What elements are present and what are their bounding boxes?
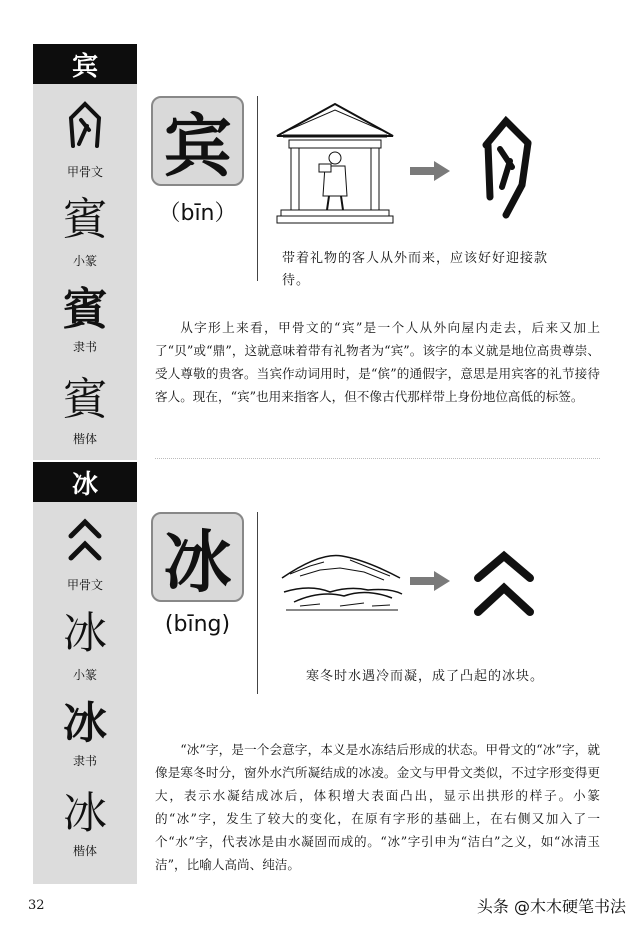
- entry2-clerical-label: 隶书: [72, 754, 97, 768]
- entry2-clerical-glyph: 冰: [63, 698, 107, 749]
- entry2-pinyin: (bīng): [164, 612, 231, 637]
- entry1-regular-label: 楷体: [72, 432, 97, 446]
- entry2-regular-label: 楷体: [72, 844, 97, 858]
- oracle-bin-large-icon: [478, 115, 534, 220]
- oracle-bin-glyph-icon: [63, 100, 107, 152]
- entry1-oracle-label: 甲骨文: [66, 165, 103, 179]
- entry2-character-box: 冰: [151, 512, 244, 602]
- entry1-header: 宾: [33, 44, 137, 84]
- ice-mound-illustration-icon: [280, 548, 405, 616]
- entry2-paragraph: “冰”字，是一个会意字，本义是水冻结后形成的状态。甲骨文的“冰”字，就像是寒冬时分，窗外水汽所凝结成的冰凌。金文与甲骨文类似，不过字形变得更大，表示水凝结成冰后，体积增大表面凸出，显示出拱形的样子。小篆的“冰”字，发生了较大的变化，在原有字形的基础上，在右侧又加入了一个“水”字，代表冰是由水凝固而成的。“冰”字引申为“洁白”之义，如“冰清玉洁”，比喻人高尚、纯洁。: [155, 742, 600, 872]
- entry1-pinyin: （bīn）: [158, 201, 237, 226]
- entry1-character-box: 宾: [151, 96, 244, 186]
- entry2-seal-label: 小篆: [72, 668, 97, 682]
- entry1-clerical-label: 隶书: [72, 340, 97, 354]
- oracle-bing-large-icon: [472, 550, 536, 618]
- entry1-seal-label: 小篆: [72, 254, 97, 268]
- page-number: 32: [28, 898, 45, 913]
- entry1-divider: [257, 96, 258, 281]
- watermark: 头条 @木木硬笔书法: [476, 897, 626, 916]
- entry2-divider: [257, 512, 258, 694]
- entry1-seal-glyph: 賓: [63, 194, 107, 245]
- entry2-oracle-glyph: [33, 516, 137, 574]
- section-separator: [155, 458, 600, 459]
- entry1-regular-glyph: 賓: [63, 374, 107, 425]
- entry1-oracle-glyph: [33, 100, 137, 162]
- arrow-right-icon-2: [410, 570, 450, 592]
- entry2-caption: 寒冬时水遇冷而凝，成了凸起的冰块。: [306, 669, 545, 684]
- entry1-paragraph: 从字形上来看，甲骨文的“宾”是一个人从外向屋内走去，后来又加上了“贝”或“鼎”，这就意味着带有礼物者为“宾”。该字的本义就是地位高贵尊崇、受人尊敬的贵客。当宾作动词用时，是“傧”的通假字，意思是用宾客的礼节接待客人。现在，“宾”也用来指客人，但不像古代那样带上身份地位高低的标签。: [155, 320, 600, 404]
- arrow-right-icon: [410, 160, 450, 182]
- entry2-header: 冰: [33, 462, 137, 502]
- entry1-caption: 带着礼物的客人从外而来，应该好好迎接款待。: [282, 251, 549, 288]
- oracle-bing-glyph-icon: [63, 516, 107, 564]
- entry1-clerical-glyph: 賓: [63, 284, 107, 335]
- pavilion-illustration-icon: [275, 100, 395, 225]
- entry2-regular-glyph: 冰: [63, 788, 107, 839]
- entry2-seal-glyph: 冰: [63, 608, 107, 659]
- entry2-oracle-label: 甲骨文: [66, 578, 103, 592]
